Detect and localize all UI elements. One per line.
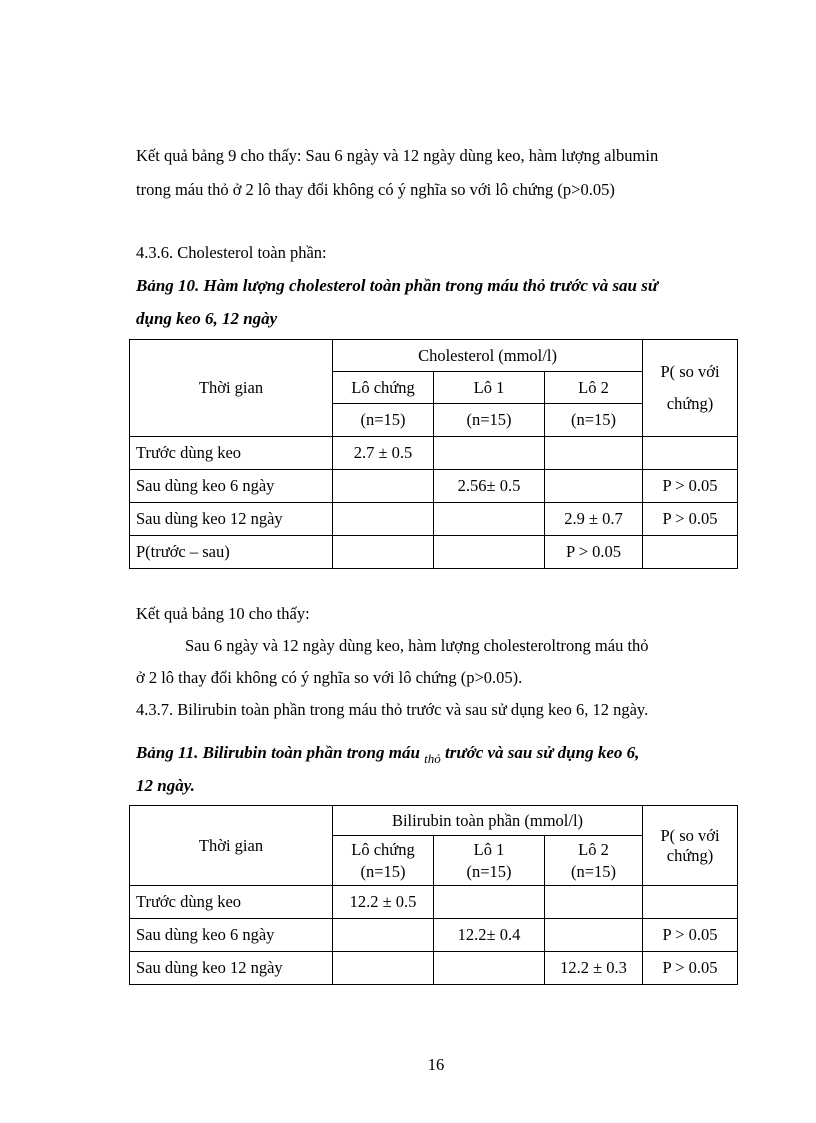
cell-lot2 (545, 470, 643, 503)
paragraph-line: Kết quả bảng 9 cho thấy: Sau 6 ngày và 12 ngày dùng keo, hàm lượng albumin (136, 146, 659, 165)
cell-p (643, 437, 738, 470)
paragraph-line: Kết quả bảng 10 cho thấy: (136, 604, 310, 623)
cell-lot2 (545, 437, 643, 470)
cell-lot1 (434, 886, 545, 919)
row-label: Trước dùng keo (130, 437, 333, 470)
cell-lot1 (434, 503, 545, 536)
cell-p: P > 0.05 (643, 919, 738, 952)
cell-control (333, 536, 434, 569)
page-number: 16 (427, 1055, 445, 1074)
cell-lot1 (434, 952, 545, 985)
cell-p: P > 0.05 (643, 503, 738, 536)
cholesterol-table (129, 339, 738, 569)
cell-control (333, 952, 434, 985)
paragraph-line: trong máu thỏ ở 2 lô thay đổi không có ý nghĩa so với lô chứng (p>0.05) (136, 180, 615, 199)
cell-p: P > 0.05 (643, 470, 738, 503)
table-caption: dụng keo 6, 12 ngày (136, 309, 278, 328)
cell-p: P > 0.05 (643, 952, 738, 985)
header-n: (n=15) (333, 404, 434, 437)
cell-lot2 (545, 919, 643, 952)
header-lot1: Lô 1 (434, 372, 545, 404)
cell-lot1: 2.56± 0.5 (434, 470, 545, 503)
header-n: (n=15) (545, 404, 643, 437)
table-row (130, 437, 738, 470)
cell-lot1 (434, 536, 545, 569)
table-row (130, 952, 738, 985)
cell-lot1: 12.2± 0.4 (434, 919, 545, 952)
cell-control (333, 503, 434, 536)
header-group: Cholesterol (mmol/l) (333, 340, 643, 372)
section-heading: 4.3.7. Bilirubin toàn phần trong máu thỏ trước và sau sử dụng keo 6, 12 ngày. (136, 700, 649, 719)
header-p: P( so với chứng) (643, 340, 738, 437)
header-p: P( so với chứng) (643, 806, 738, 886)
paragraph-line: ở 2 lô thay đổi không có ý nghĩa so với lô chứng (p>0.05). (136, 668, 523, 687)
table-row (130, 919, 738, 952)
table-row (130, 536, 738, 569)
row-label: P(trước – sau) (130, 536, 333, 569)
table-caption: Bảng 11. Bilirubin toàn phần trong máu $_{thỏ}$ trước và sau sử dụng keo 6, (136, 743, 640, 766)
row-label: Trước dùng keo (130, 886, 333, 919)
header-lot1: Lô 1 (n=15) (434, 836, 545, 886)
row-label: Sau dùng keo 6 ngày (130, 919, 333, 952)
paragraph-line: Sau 6 ngày và 12 ngày dùng keo, hàm lượng cholesteroltrong máu thỏ (185, 636, 649, 655)
table-row (130, 886, 738, 919)
table-row (130, 503, 738, 536)
cell-lot2: 2.9 ± 0.7 (545, 503, 643, 536)
cell-p (643, 536, 738, 569)
cell-p (643, 886, 738, 919)
header-time: Thời gian (130, 340, 333, 437)
header-group: Bilirubin toàn phần (mmol/l) (333, 806, 643, 836)
cell-control (333, 919, 434, 952)
cell-control (333, 470, 434, 503)
header-control: Lô chứng (n=15) (333, 836, 434, 886)
table-caption: Bảng 10. Hàm lượng cholesterol toàn phần trong máu thỏ trước và sau sử (136, 276, 659, 295)
header-lot2: Lô 2 (n=15) (545, 836, 643, 886)
bilirubin-table (129, 805, 738, 985)
header-n: (n=15) (434, 404, 545, 437)
cell-lot2: P > 0.05 (545, 536, 643, 569)
cell-lot2 (545, 886, 643, 919)
cell-control: 12.2 ± 0.5 (333, 886, 434, 919)
header-time: Thời gian (130, 806, 333, 886)
row-label: Sau dùng keo 12 ngày (130, 952, 333, 985)
cell-lot1 (434, 437, 545, 470)
header-control: Lô chứng (333, 372, 434, 404)
table-caption: 12 ngày. (136, 776, 195, 795)
cell-lot2: 12.2 ± 0.3 (545, 952, 643, 985)
section-heading: 4.3.6. Cholesterol toàn phần: (136, 243, 327, 262)
row-label: Sau dùng keo 6 ngày (130, 470, 333, 503)
row-label: Sau dùng keo 12 ngày (130, 503, 333, 536)
header-lot2: Lô 2 (545, 372, 643, 404)
cell-control: 2.7 ± 0.5 (333, 437, 434, 470)
table-row (130, 470, 738, 503)
